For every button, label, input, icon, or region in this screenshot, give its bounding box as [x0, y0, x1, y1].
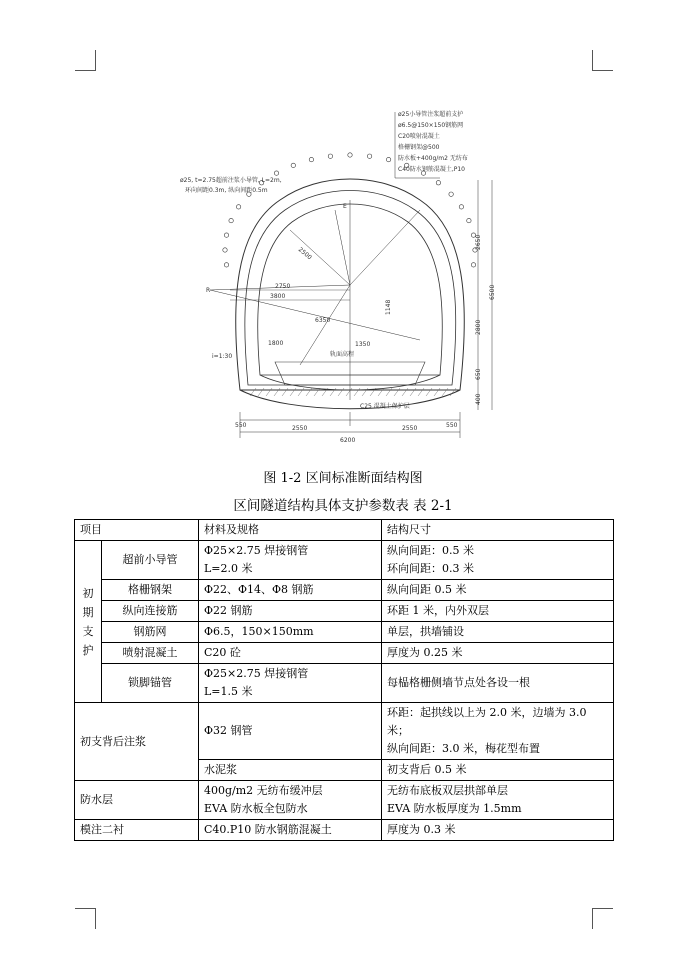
row-size: 单层，拱墙铺设	[382, 622, 614, 643]
row-material: C40.P10 防水钢筋混凝土	[199, 820, 382, 841]
crop-mark-top-right	[592, 50, 613, 71]
row-item: 超前小导管	[102, 541, 199, 580]
hatch-line	[386, 388, 392, 396]
callout-6: C40防水钢筋混凝土,P10	[398, 166, 465, 173]
row-size: 初支背后 0.5 米	[382, 760, 614, 781]
dim-bottom-small-right: 550	[446, 422, 458, 429]
table-row	[75, 820, 614, 841]
grout-dot	[224, 233, 228, 237]
grout-dot	[348, 153, 352, 157]
hatch-line	[394, 388, 400, 396]
row-item: 喷射混凝土	[102, 643, 199, 664]
hatch-line	[338, 388, 344, 396]
support-parameter-table	[74, 519, 614, 841]
table-row	[75, 580, 614, 601]
row-material: 水泥浆	[199, 760, 382, 781]
dim-right-5: 400	[475, 393, 482, 405]
grout-dot	[309, 157, 313, 161]
hatch-line	[250, 388, 256, 396]
hatch-line	[402, 388, 408, 396]
row-item: 格栅钢架	[102, 580, 199, 601]
row-size: 环距 1 米，内外双层	[382, 601, 614, 622]
dim-inner-2: 3800	[270, 293, 286, 300]
grout-dot	[236, 205, 240, 209]
dim-inner-5: 1800	[268, 340, 284, 347]
row-size: 无纺布底板双层拱部单层 EVA 防水板厚度为 1.5mm	[382, 781, 614, 820]
crop-mark-bottom-right	[592, 908, 613, 929]
table-header-row	[75, 520, 614, 541]
dim-bottom-small-left: 550	[235, 422, 247, 429]
dim-inner-7: 1148	[385, 299, 392, 315]
table-row	[75, 643, 614, 664]
header-material: 材料及规格	[199, 520, 382, 541]
dim-right-3: 2800	[475, 319, 482, 335]
table-row	[75, 622, 614, 643]
hatch-line	[418, 388, 424, 396]
hatch-line	[298, 388, 304, 396]
grout-dot	[449, 192, 453, 196]
row-item: 锁脚锚管	[102, 664, 199, 703]
hatch-line	[282, 388, 288, 396]
r-label: R	[206, 287, 211, 294]
row-material: C20 砼	[199, 643, 382, 664]
hatch-line	[354, 388, 360, 396]
left-note: ø25, t=2.75超前注浆小导管, L=2m,	[180, 177, 282, 184]
header-item: 项目	[75, 520, 199, 541]
inner-label: 轨面高程	[330, 351, 355, 358]
dim-right-2: 6500	[489, 284, 496, 300]
callout-2: ø6.5@150×150钢筋网	[398, 122, 464, 129]
grout-dot	[386, 157, 390, 161]
grout-dot	[223, 248, 227, 252]
dim-bottom-total: 6200	[340, 437, 356, 444]
callout-5: 防水板+400g/m2 无纺布	[398, 155, 468, 162]
grout-dot	[229, 218, 233, 222]
grout-dot	[459, 205, 463, 209]
table-row	[75, 703, 614, 760]
table-row	[75, 664, 614, 703]
crop-mark-top-left	[75, 50, 96, 71]
group-grout: 初支背后注浆	[75, 703, 199, 781]
row-size: 厚度为 0.25 米	[382, 643, 614, 664]
row-size: 每榀格栅侧墙节点处各设一根	[382, 664, 614, 703]
dim-inner-6: 1350	[355, 341, 371, 348]
callout-1: ø25小导管注浆超前支护	[398, 111, 464, 118]
table-row	[75, 601, 614, 622]
row-size: 纵向间距 0.5 米	[382, 580, 614, 601]
hatch-line	[362, 388, 368, 396]
dim-right-4: 650	[475, 368, 482, 380]
dim-inner-1: 2750	[275, 283, 291, 290]
row-item: 钢筋网	[102, 622, 199, 643]
group-initial-support: 初期支护	[75, 541, 102, 703]
dim-right-1: 2650	[475, 234, 482, 250]
row-material: Φ22、Φ14、Φ8 钢筋	[199, 580, 382, 601]
row-material: Φ25×2.75 焊接钢管 L=1.5 米	[199, 664, 382, 703]
grout-dot	[467, 218, 471, 222]
hatch-line	[346, 388, 352, 396]
angle-label: i=1:30	[212, 353, 233, 360]
figure-caption: 图 1-2 区间标准断面结构图	[263, 471, 423, 486]
hatch-line	[266, 388, 272, 396]
row-size: 厚度为 0.3 米	[382, 820, 614, 841]
row-size: 环距：起拱线以上为 2.0 米，边墙为 3.0 米； 纵向间距：3.0 米，梅花型布置	[382, 703, 614, 760]
small-label: E	[343, 203, 347, 210]
side-label: C25 混凝土保护层	[360, 403, 410, 410]
hatch-line	[434, 388, 440, 396]
dim-bottom-right: 2550	[402, 425, 418, 432]
header-size: 结构尺寸	[382, 520, 614, 541]
grout-dot	[436, 181, 440, 185]
row-material: Φ25×2.75 焊接钢管 L=2.0 米	[199, 541, 382, 580]
row-material: Φ22 钢筋	[199, 601, 382, 622]
hatch-line	[426, 388, 432, 396]
crop-mark-bottom-left	[75, 908, 96, 929]
callout-4: 格栅钢架@500	[398, 144, 440, 151]
hatch-line	[290, 388, 296, 396]
row-item: 纵向连接筋	[102, 601, 199, 622]
dim-bottom-left: 2550	[292, 425, 308, 432]
grout-dot	[224, 263, 228, 267]
tunnel-cross-section-drawing	[180, 100, 510, 450]
group-waterproof: 防水层	[75, 781, 199, 820]
row-material: Φ6.5，150×150mm	[199, 622, 382, 643]
hatch-line	[410, 388, 416, 396]
hatch-line	[314, 388, 320, 396]
row-size: 纵向间距：0.5 米 环向间距：0.3 米	[382, 541, 614, 580]
grout-dot	[367, 154, 371, 158]
grout-dot	[291, 163, 295, 167]
hatch-line	[258, 388, 264, 396]
table-caption: 区间隧道结构具体支护参数表 表 2-1	[233, 498, 453, 514]
grout-dot	[471, 263, 475, 267]
dim-inner-3: 2500	[296, 246, 313, 262]
hatch-line	[442, 388, 448, 396]
hatch-line	[274, 388, 280, 396]
grout-dot	[328, 154, 332, 158]
group-lining: 模注二衬	[75, 820, 199, 841]
grout-dot	[274, 171, 278, 175]
dim-inner-4: 6350	[315, 317, 331, 324]
hatch-line	[306, 388, 312, 396]
left-note-2: 环向间距0.3m, 纵向间距0.5m	[185, 187, 268, 194]
row-material: Φ32 钢管	[199, 703, 382, 760]
table-row	[75, 541, 614, 580]
row-material: 400g/m2 无纺布缓冲层 EVA 防水板全包防水	[199, 781, 382, 820]
callout-3: C20喷射混凝土	[398, 133, 440, 140]
table-row	[75, 781, 614, 820]
